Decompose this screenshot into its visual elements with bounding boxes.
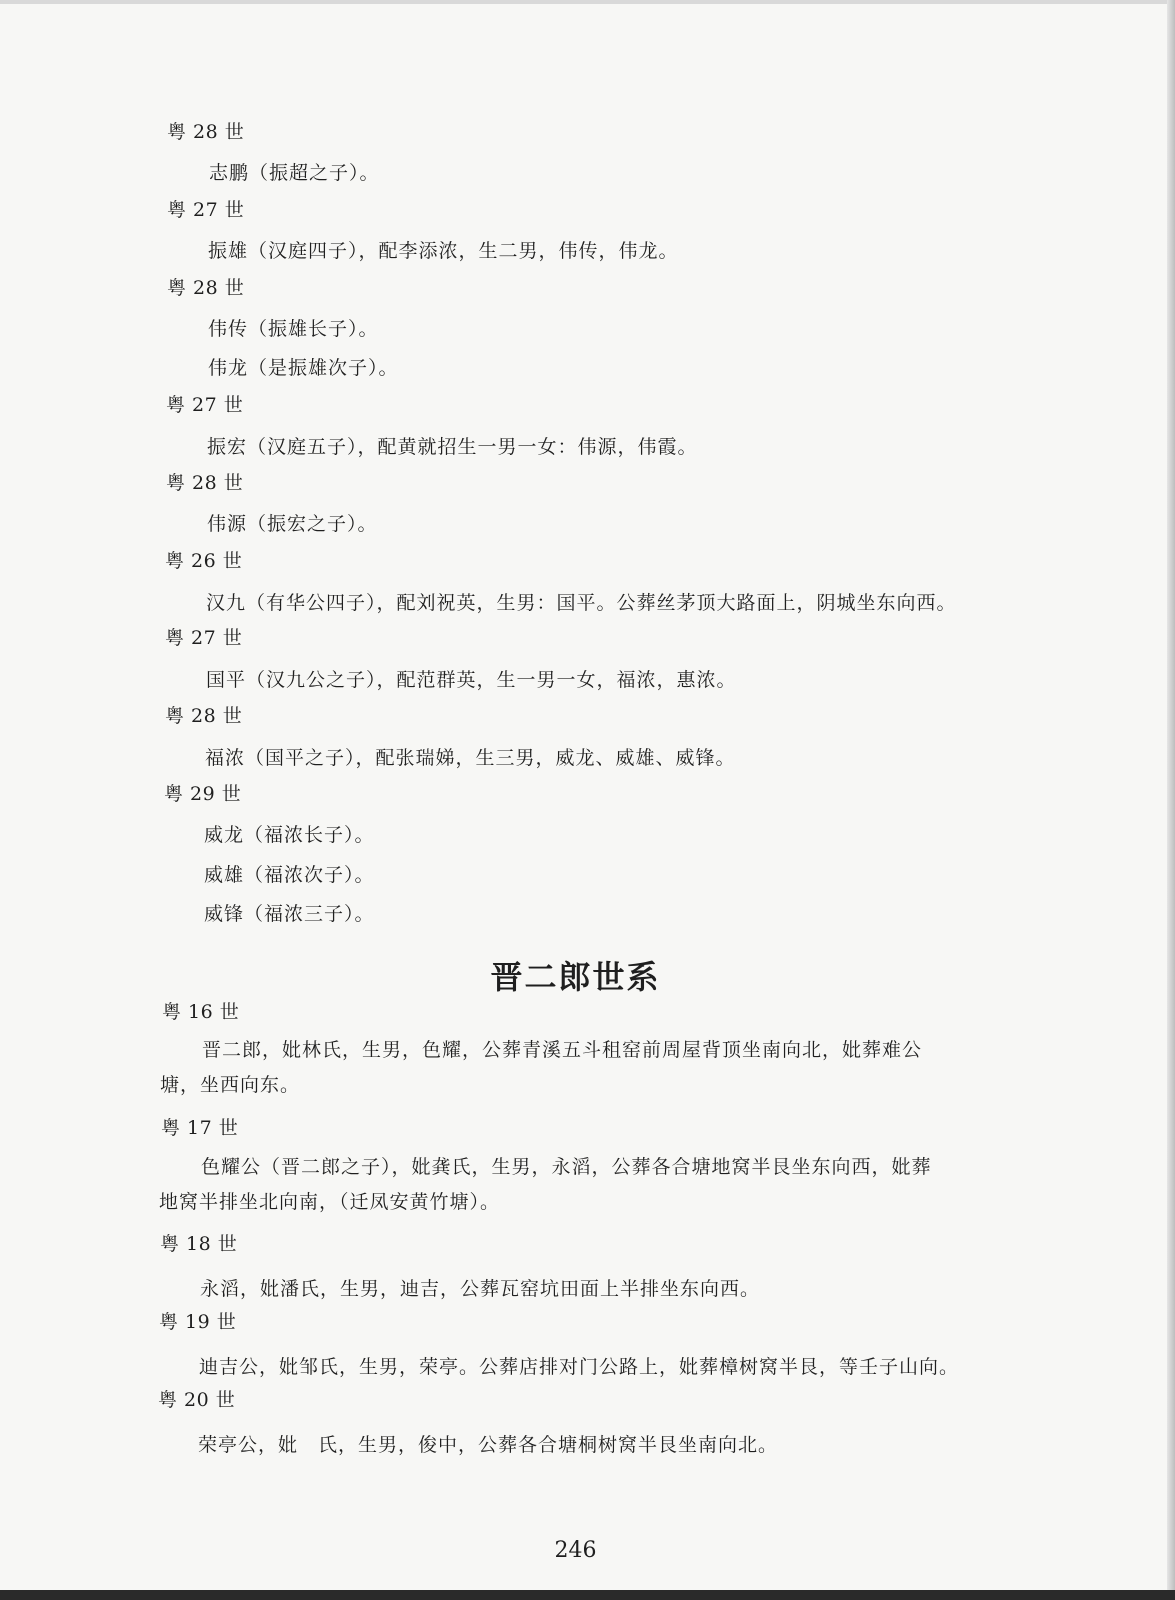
generation-heading: 粤 27 世 bbox=[165, 627, 243, 649]
lineage-entry: 晋二郎，妣林氏，生男，色耀，公葬青溪五斗租窑前周屋背顶坐南向北，妣葬难公塘，坐西向东。 bbox=[160, 1039, 923, 1096]
lineage-entry: 伟龙（是振雄次子）。 bbox=[208, 357, 399, 379]
generation-heading: 粤 20 世 bbox=[158, 1389, 236, 1411]
lineage-entry: 振雄（汉庭四子），配李添浓，生二男，伟传，伟龙。 bbox=[208, 240, 679, 262]
section-title: 晋二郎世系 bbox=[490, 958, 661, 996]
generation-heading: 粤 17 世 bbox=[161, 1117, 239, 1139]
lineage-entry: 威雄（福浓次子）。 bbox=[204, 864, 375, 886]
lineage-entry: 伟传（振雄长子）。 bbox=[208, 318, 379, 340]
generation-heading: 粤 28 世 bbox=[166, 472, 244, 494]
lineage-entry: 国平（汉九公之子），配范群英，生一男一女，福浓，惠浓。 bbox=[206, 669, 737, 691]
generation-heading: 粤 28 世 bbox=[167, 277, 245, 299]
lineage-entry: 永滔，妣潘氏，生男，迪吉，公葬瓦窑坑田面上半排坐东向西。 bbox=[200, 1278, 761, 1300]
lineage-entry: 志鹏（振超之子）。 bbox=[209, 162, 380, 184]
lineage-entry: 威锋（福浓三子）。 bbox=[204, 903, 375, 925]
generation-heading: 粤 27 世 bbox=[167, 199, 245, 221]
lineage-entry: 迪吉公，妣邹氏，生男，荣亭。公葬店排对门公路上，妣葬樟树窝半艮，等壬子山向。 bbox=[199, 1356, 960, 1378]
generation-heading: 粤 16 世 bbox=[162, 1001, 240, 1023]
lineage-entry: 振宏（汉庭五子），配黄就招生一男一女：伟源，伟霞。 bbox=[207, 436, 698, 458]
generation-heading: 粤 29 世 bbox=[164, 783, 242, 805]
scan-edge-bottom bbox=[0, 1590, 1175, 1600]
generation-heading: 粤 19 世 bbox=[159, 1311, 237, 1333]
generation-heading: 粤 27 世 bbox=[166, 394, 244, 416]
lineage-entry: 威龙（福浓长子）。 bbox=[204, 824, 375, 846]
lineage-entry: 荣亭公，妣 氏，生男，俊中，公葬各合塘桐树窝半艮坐南向北。 bbox=[198, 1434, 779, 1456]
lineage-entry: 福浓（国平之子），配张瑞娣，生三男，威龙、威雄、威锋。 bbox=[205, 747, 736, 769]
page-number: 246 bbox=[554, 1538, 597, 1563]
generation-heading: 粤 18 世 bbox=[160, 1233, 238, 1255]
generation-heading: 粤 26 世 bbox=[165, 550, 243, 572]
lineage-entry: 色耀公（晋二郎之子），妣龚氏，生男，永滔，公葬各合塘地窝半艮坐东向西，妣葬地窝半排坐北向南，（迁凤安黄竹塘）。 bbox=[159, 1156, 932, 1213]
lineage-entry: 汉九（有华公四子），配刘祝英，生男：国平。公葬丝茅顶大路面上，阴城坐东向西。 bbox=[206, 592, 957, 614]
lineage-entry: 伟源（振宏之子）。 bbox=[207, 513, 378, 535]
generation-heading: 粤 28 世 bbox=[165, 705, 243, 727]
generation-heading: 粤 28 世 bbox=[167, 121, 245, 143]
